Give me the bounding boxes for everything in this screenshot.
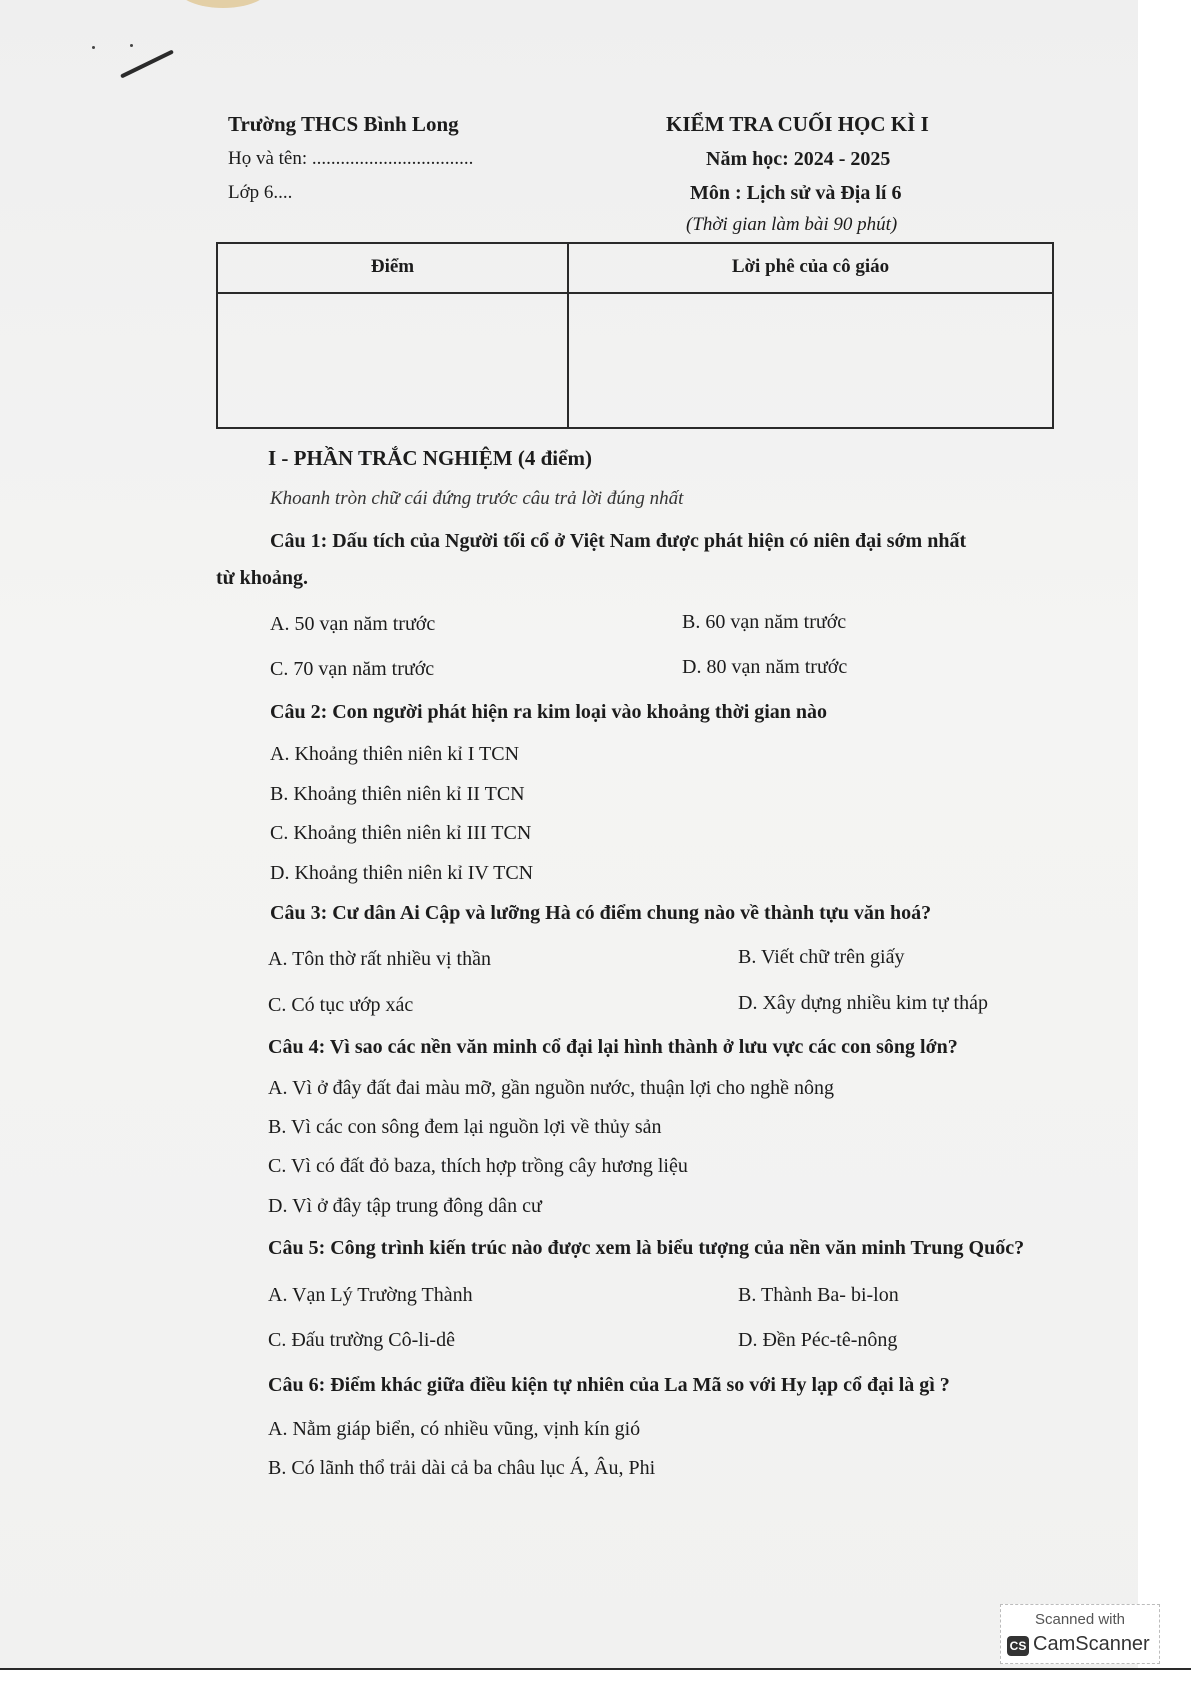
question-4: Câu 4: Vì sao các nền văn minh cổ đại lại hình thành ở lưu vực các con sông lớn?: [268, 1036, 958, 1058]
question-3: Câu 3: Cư dân Ai Cập và lưỡng Hà có điểm chung nào về thành tựu văn hoá?: [270, 902, 932, 924]
question-6: Câu 6: Điểm khác giữa điều kiện tự nhiên của La Mã so với Hy lạp cổ đại là gì ?: [268, 1374, 950, 1396]
q1-option-a: A. 50 vạn năm trước: [270, 613, 436, 635]
camscanner-watermark: [1000, 1604, 1160, 1664]
class-line: Lớp 6....: [228, 182, 293, 203]
q4-option-c: C. Vì có đất đỏ baza, thích hợp trồng cây hương liệu: [268, 1155, 688, 1177]
q6-option-b: B. Có lãnh thổ trải dài cả ba châu lục Á, Âu, Phi: [268, 1457, 656, 1479]
instruction: Khoanh tròn chữ cái đứng trước câu trả lời đúng nhất: [270, 488, 684, 509]
table-divider: [218, 292, 1052, 294]
watermark-caption: Scanned with: [1034, 1611, 1126, 1628]
grade-table: [216, 242, 1054, 429]
q4-option-b: B. Vì các con sông đem lại nguồn lợi về thủy sản: [268, 1116, 662, 1138]
q4-option-a: A. Vì ở đây đất đai màu mỡ, gần nguồn nước, thuận lợi cho nghề nông: [268, 1077, 835, 1099]
q5-option-b: B. Thành Ba- bi-lon: [738, 1284, 899, 1306]
question-5: Câu 5: Công trình kiến trúc nào được xem là biểu tượng của nền văn minh Trung Quốc?: [268, 1237, 1025, 1259]
section-title: I - PHẦN TRẮC NGHIỆM (4 điểm): [268, 446, 592, 470]
scan-margin: [1138, 0, 1191, 1685]
q2-option-a: A. Khoảng thiên niên kỉ I TCN: [270, 743, 520, 765]
speck: [130, 44, 133, 47]
q3-option-b: B. Viết chữ trên giấy: [738, 946, 905, 968]
q5-option-c: C. Đấu trường Cô-li-dê: [268, 1329, 455, 1351]
q1-option-d: D. 80 vạn năm trước: [682, 656, 848, 678]
school-year: Năm học: 2024 - 2025: [706, 148, 891, 170]
speck: [92, 46, 95, 49]
q6-option-a: A. Nằm giáp biển, có nhiều vũng, vịnh kín gió: [268, 1418, 641, 1440]
score-header: Điểm: [370, 256, 415, 277]
comment-header: Lời phê của cô giáo: [731, 256, 890, 277]
question-1-cont: từ khoảng.: [216, 567, 309, 589]
student-name-line: Họ và tên: ..................................: [228, 148, 474, 169]
duration: (Thời gian làm bài 90 phút): [686, 214, 898, 235]
scan-bottom-edge: [0, 1668, 1191, 1687]
q2-option-d: D. Khoảng thiên niên kỉ IV TCN: [270, 862, 534, 884]
q1-option-b: B. 60 vạn năm trước: [682, 611, 847, 633]
camscanner-logo-icon: CS: [1007, 1636, 1029, 1656]
q5-option-a: A. Vạn Lý Trường Thành: [268, 1284, 473, 1306]
question-2: Câu 2: Con người phát hiện ra kim loại vào khoảng thời gian nào: [270, 701, 828, 723]
q3-option-d: D. Xây dựng nhiều kim tự tháp: [738, 992, 988, 1014]
subject: Môn : Lịch sử và Địa lí 6: [690, 182, 902, 204]
q3-option-a: A. Tôn thờ rất nhiều vị thần: [268, 948, 491, 970]
watermark-brand: CamScanner: [1033, 1633, 1150, 1655]
question-1: Câu 1: Dấu tích của Người tối cổ ở Việt Nam được phát hiện có niên đại sớm nhất: [270, 530, 967, 552]
q2-option-b: B. Khoảng thiên niên kỉ II TCN: [270, 783, 525, 805]
q4-option-d: D. Vì ở đây tập trung đông dân cư: [268, 1195, 542, 1217]
school-name: Trường THCS Bình Long: [228, 112, 459, 136]
exam-title: KIỂM TRA CUỐI HỌC KÌ I: [666, 112, 929, 136]
q1-option-c: C. 70 vạn năm trước: [270, 658, 435, 680]
q5-option-d: D. Đền Péc-tê-nông: [738, 1329, 898, 1351]
q3-option-c: C. Có tục ướp xác: [268, 994, 414, 1016]
q2-option-c: C. Khoảng thiên niên kỉ III TCN: [270, 822, 532, 844]
